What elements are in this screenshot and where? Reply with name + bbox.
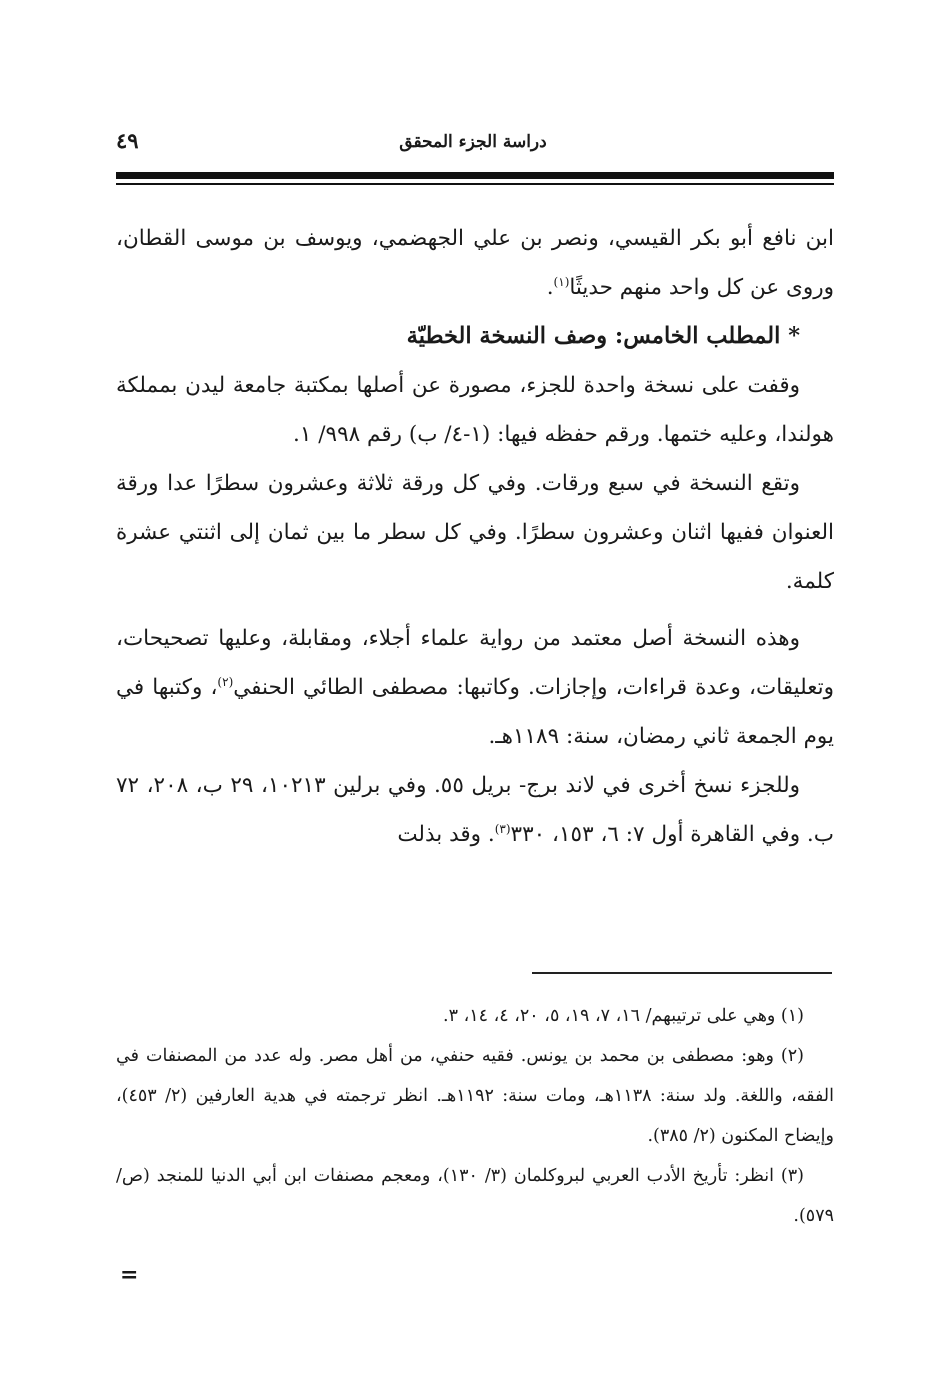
paragraph-5-end: . وقد بذلت xyxy=(397,822,495,847)
footnote-ref-1: (١) xyxy=(553,274,570,289)
paragraph-4 xyxy=(116,614,834,761)
page-number: ٤٩ xyxy=(116,128,139,153)
footnote-1: (١) وهي على ترتيبهم/ ١٦، ٧، ١٩، ٥، ٢٠، ٤، ١٤، ٣. xyxy=(443,1006,804,1026)
paragraph-5-text: وللجزء نسخ أخرى في لاند برج- بريل ٥٥. وفي برلين ١٠٢١٣، ٢٩ ب، ٢٠٨، ٧٢ ب. وفي القاهرة أول ٧: ٦، ١٥٣، ٣٣٠ xyxy=(116,773,834,847)
section-heading: * المطلب الخامس: وصف النسخة الخطيّة xyxy=(406,323,800,349)
continuation-mark: = xyxy=(120,1262,139,1288)
paragraph-1-text: ابن نافع أبو بكر القيسي، ونصر بن علي الجهضمي، ويوسف بن موسى القطان، وروى عن كل واحد منهم حديثًا xyxy=(116,226,834,300)
page-header xyxy=(116,128,830,164)
paragraph-4-text: وهذه النسخة أصل معتمد من رواية علماء أجلاء، ومقابلة، وعليها تصحيحات، وتعليقات، وعدة قراءات، وإجازات. وكاتبها: مصطفى الطائي الحنفي xyxy=(116,626,834,700)
footnote-ref-2: (٢) xyxy=(217,674,234,689)
paragraph-2: وقفت على نسخة واحدة للجزء، مصورة عن أصلها بمكتبة جامعة ليدن بمملكة هولندا، وعليه ختمها. ورقم حفظه فيها: (١-٤/ ب) رقم ٩٩٨/ ١. xyxy=(116,373,834,447)
paragraph-5 xyxy=(116,761,834,859)
paragraph-1-end: . xyxy=(546,275,554,300)
header-rule-thick xyxy=(116,172,834,179)
paragraph-3: وتقع النسخة في سبع ورقات. وفي كل ورقة ثلاثة وعشرون سطرًا عدا ورقة العنوان ففيها اثنان وعشرون سطرًا. وفي كل سطر ما بين ثمان إلى اثنتي عشرة كلمة. xyxy=(116,471,834,594)
footnote-2: (٢) وهو: مصطفى بن محمد بن يونس. فقيه حنفي، من أهل مصر. وله عدد من المصنفات في الفقه، واللغة. ولد سنة: ١١٣٨هـ، ومات سنة: ١١٩٢هـ. انظر ترجمته في هدية العارفين (٢/ ٤٥٣)، وإيضاح المكنون (٢/ ٣٨٥). xyxy=(116,1046,835,1146)
footnote-ref-3: (٣) xyxy=(494,821,511,836)
paragraph-4-end: ، وكتبها في يوم الجمعة ثاني رمضان، سنة: ١١٨٩هـ. xyxy=(116,675,834,749)
header-rule-thin xyxy=(116,183,834,185)
footnotes xyxy=(116,996,834,1236)
running-title: دراسة الجزء المحقق xyxy=(399,132,547,152)
footnote-separator xyxy=(532,972,832,974)
paragraph-1 xyxy=(116,214,834,312)
footnote-3: (٣) انظر: تأريخ الأدب العربي لبروكلمان (٣/ ١٣٠)، ومعجم مصنفات ابن أبي الدنيا للمنجد (ص/ ٥٧٩). xyxy=(116,1166,834,1226)
main-text xyxy=(116,214,834,859)
